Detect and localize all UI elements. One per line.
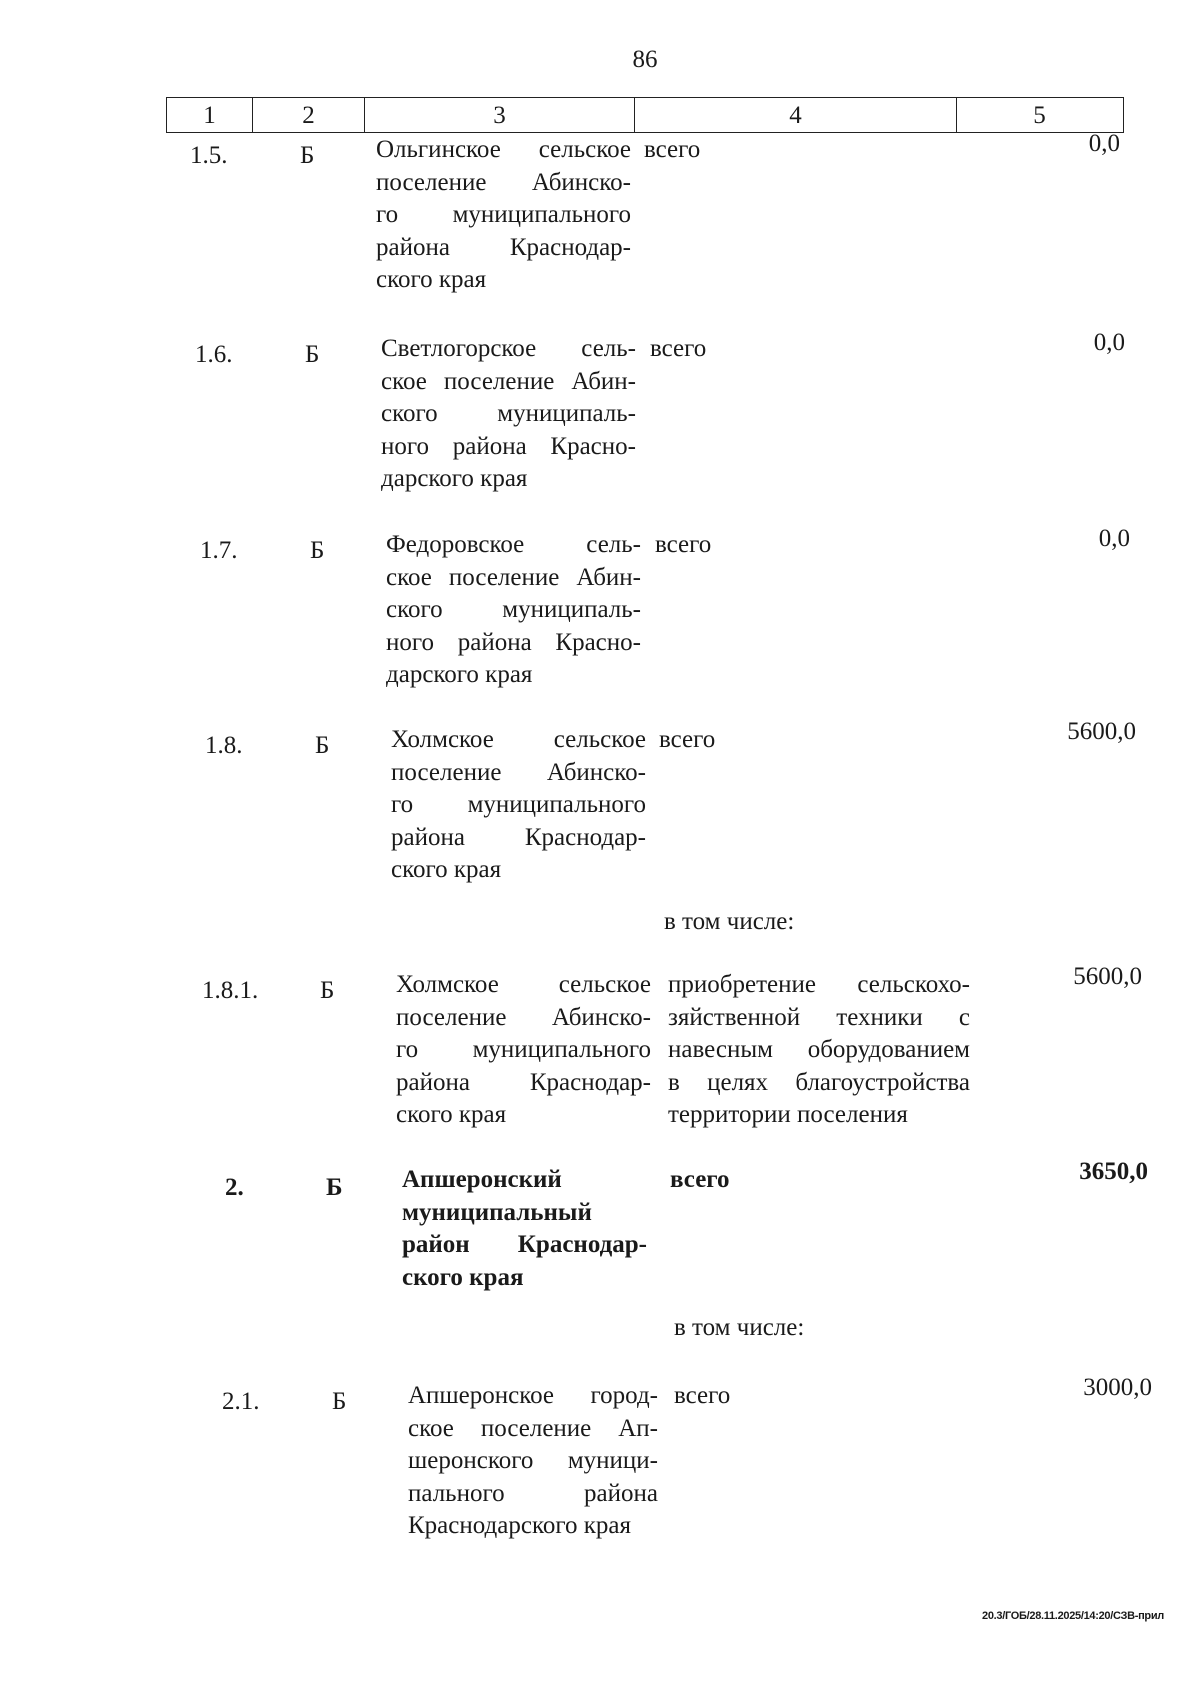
row-number: 1.7. <box>200 537 238 564</box>
row-name-line: го муниципального <box>376 201 631 228</box>
row-letter: Б <box>315 732 330 759</box>
row-name-line: ного района Красно- <box>386 628 641 656</box>
row-number: 1.6. <box>195 341 233 368</box>
row-kind: всего <box>674 1382 731 1409</box>
row-kind-line: приобретение сельскохо- <box>668 971 970 998</box>
row-name-line: ного района Красно- <box>381 432 636 460</box>
row-kind: всего <box>644 136 701 163</box>
row-kind: всего <box>670 1166 730 1193</box>
row-name-line: района Краснодар- <box>396 1068 651 1096</box>
including-label: в том числе: <box>674 1314 805 1341</box>
row-name-line: дарского края <box>386 661 533 688</box>
row-name-line: го муниципального <box>396 1036 651 1063</box>
row-name-line: района Краснодар- <box>376 233 631 261</box>
row-name-line: го муниципального <box>391 791 646 818</box>
row-name-line: района Краснодар- <box>391 823 646 851</box>
document-code: 20.3/ГОБ/28.11.2025/14:20/СЗВ-прил <box>982 1610 1164 1622</box>
header-col-5: 5 <box>1033 102 1046 129</box>
row-name-line: ского края <box>396 1101 507 1128</box>
row-name-line: поселение Абинско- <box>396 1003 651 1031</box>
row-name-line: ского муниципаль- <box>381 400 636 427</box>
row-kind-line: навесным оборудованием <box>668 1036 970 1063</box>
row-name-line: ского муниципаль- <box>386 596 641 623</box>
row-number: 1.5. <box>190 142 228 169</box>
row-name-line: дарского края <box>381 465 528 492</box>
row-name <box>386 529 641 692</box>
row-kind-line: зяйственной техники с <box>668 1003 970 1031</box>
row-number: 2. <box>225 1174 244 1201</box>
row-name <box>396 969 651 1132</box>
row-letter: Б <box>305 341 320 368</box>
row-letter: Б <box>320 977 335 1004</box>
row-name-line: Апшеронский <box>402 1166 562 1193</box>
row-name-line: Ольгинское сельское <box>376 136 631 163</box>
row-name <box>381 333 636 496</box>
row-name <box>376 134 631 297</box>
row-letter: Б <box>300 142 315 169</box>
row-name-line: Федоровское сель- <box>386 531 641 558</box>
row-kind-line: территории поселения <box>668 1101 908 1128</box>
row-number: 1.8.1. <box>202 977 259 1004</box>
row-kind: всего <box>655 531 712 558</box>
row-name-line: муниципальный <box>402 1198 592 1226</box>
header-col-2: 2 <box>253 98 365 132</box>
row-name-line: ское поселение Абин- <box>381 367 636 395</box>
row-name-line: ского края <box>376 266 487 293</box>
row-amount: 5600,0 <box>1067 718 1136 745</box>
page-number: 86 <box>632 46 658 73</box>
row-name-line: Апшеронское город- <box>408 1382 658 1409</box>
row-kind <box>668 969 970 1132</box>
row-name-line: пального района <box>408 1479 658 1507</box>
row-name-line: Холмское сельское <box>391 726 646 753</box>
row-number: 1.8. <box>205 732 243 759</box>
row-name-line: Светлогорское сель- <box>381 335 636 362</box>
row-kind: всего <box>659 726 716 753</box>
including-label: в том числе: <box>664 908 795 935</box>
row-letter: Б <box>332 1388 347 1415</box>
row-kind: всего <box>650 335 707 362</box>
row-name <box>391 724 646 887</box>
row-name-line: ского края <box>391 856 502 883</box>
row-name-line: поселение Абинско- <box>376 168 631 196</box>
header-col-1: 1 <box>167 98 253 132</box>
header-col-3: 3 <box>365 98 635 132</box>
row-amount: 0,0 <box>1098 525 1130 552</box>
row-amount: 3650,0 <box>1079 1158 1148 1185</box>
row-name-line: ского края <box>402 1263 524 1291</box>
row-amount: 5600,0 <box>1073 963 1142 990</box>
row-kind-line: в целях благоустройства <box>668 1068 970 1096</box>
row-letter: Б <box>310 537 325 564</box>
row-amount: 3000,0 <box>1083 1374 1152 1401</box>
row-letter: Б <box>326 1174 343 1201</box>
row-number: 2.1. <box>222 1388 260 1415</box>
row-name-line: район Краснодар- <box>402 1231 647 1258</box>
row-name-line: шеронского муници- <box>408 1447 658 1474</box>
row-name-line: ское поселение Ап- <box>408 1414 658 1442</box>
row-name-line: Краснодарского края <box>408 1512 631 1539</box>
row-name-line: поселение Абинско- <box>391 758 646 786</box>
row-name <box>402 1164 647 1294</box>
row-name <box>408 1380 658 1543</box>
header-col-4: 4 <box>635 98 957 132</box>
row-name-line: Холмское сельское <box>396 971 651 998</box>
row-name-line: ское поселение Абин- <box>386 563 641 591</box>
row-amount: 0,0 <box>1093 329 1125 356</box>
row-amount: 0,0 <box>1088 130 1120 157</box>
